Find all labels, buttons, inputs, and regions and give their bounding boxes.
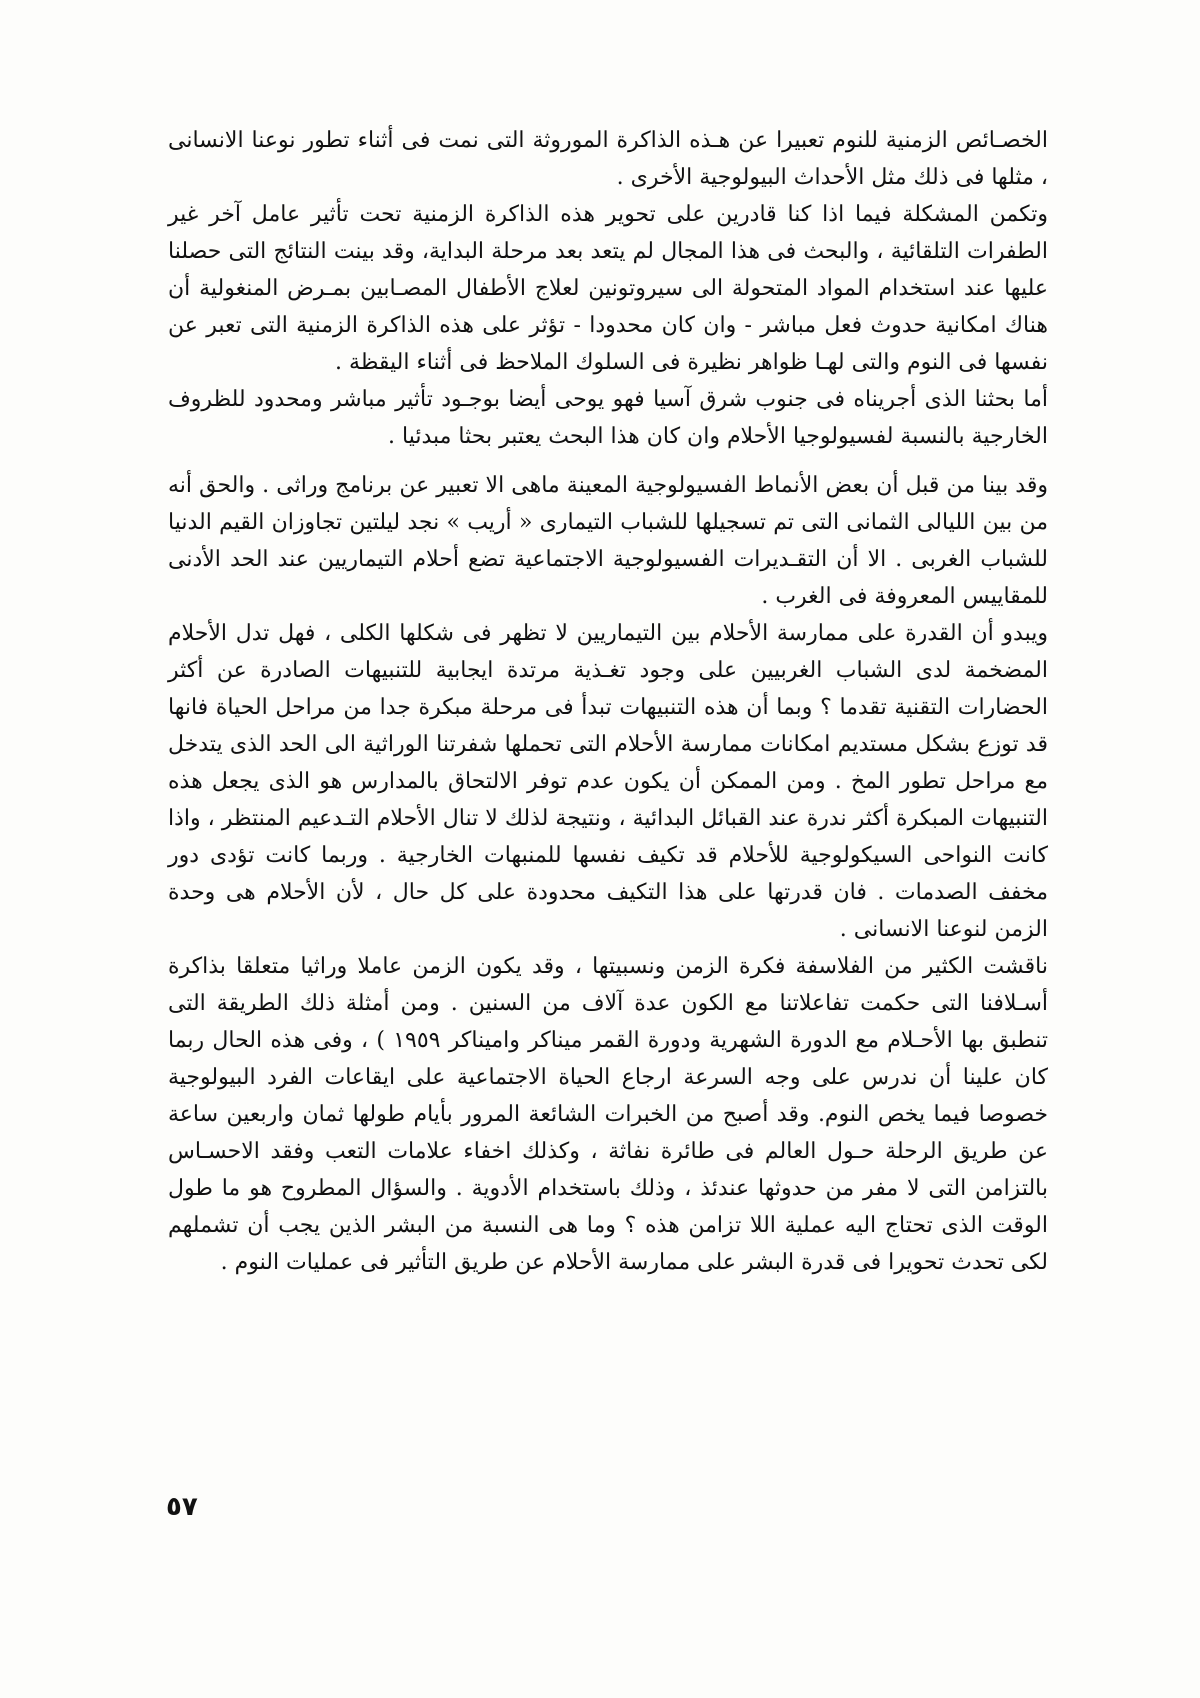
paragraph-5: ويبدو أن القدرة على ممارسة الأحلام بين التيماريين لا تظهر فى شكلها الكلى ، فهل تدل الأحلام المضخمة لدى الشباب الغربيين على وجود تغـذية مرتدة ايجابية للتنبيهات الصادرة عن أكثر الحضارات التقنية تقدما ؟ وبما أن هذه التنبيهات تبدأ فى مرحلة مبكرة جدا من مراحل الحياة فانها قد توزع بشكل مستديم امكانات ممارسة الأحلام التى تحملها شفرتنا الوراثية الى الحد الذى يتدخل مع مراحل تطور المخ . ومن الممكن أن يكون عدم توفر الالتحاق بالمدارس هو الذى يجعل هذه التنبيهات المبكرة أكثر ندرة عند القبائل البدائية ، ونتيجة لذلك لا تنال الأحلام التـدعيم المنتظر ، واذا كانت النواحى السيكولوجية للأحلام قد تكيف نفسها للمنبهات الخارجية . وربما كانت تؤدى دور مخفف الصدمات . فان قدرتها على هذا التكيف محدودة على كل حال ، لأن الأحلام هى وحدة الزمن لنوعنا الانسانى . (168, 621, 1048, 942)
paragraph-4: وقد بينا من قبل أن بعض الأنماط الفسيولوجية المعينة ماهى الا تعبير عن برنامج وراثى . والحق أنه من بين الليالى الثمانى التى تم تسجيلها للشباب التيمارى « أريب » نجد ليلتين تجاوزان القيم الدنيا للشباب الغربى . الا أن التقـديرات الفسيولوجية الاجتماعية تضع أحلام التيماريين عند الحد الأدنى للمقاييس المعروفة فى الغرب . (168, 473, 1048, 609)
paragraph-2: وتكمن المشكلة فيما اذا كنا قادرين على تحوير هذه الذاكرة الزمنية تحت تأثير عامل آخر غير الطفرات التلقائية ، والبحث فى هذا المجال لم يتعد بعد مرحلة البداية، وقد بينت النتائج التى حصلنا عليها عند استخدام المواد المتحولة الى سيروتونين لعلاج الأطفال المصـابين بمـرض المنغولية أن هناك امكانية حدوث فعل مباشر - وان كان محدودا - تؤثر على هذه الذاكرة الزمنية التى تعبر عن نفسها فى النوم والتى لهـا ظواهر نظيرة فى السلوك الملاحظ فى أثناء اليقظة . (168, 202, 1048, 375)
paragraph-6: ناقشت الكثير من الفلاسفة فكرة الزمن ونسبيتها ، وقد يكون الزمن عاملا وراثيا متعلقا بذاكرة أسـلافنا التى حكمت تفاعلاتنا مع الكون عدة آلاف من السنين . ومن أمثلة ذلك الطريقة التى تنطبق بها الأحـلام مع الدورة الشهرية ودورة القمر ميناكر واميناكر ١٩٥٩ ) ، وفى هذه الحال ربما كان علينا أن ندرس على وجه السرعة ارجاع الحياة الاجتماعية على ايقاعات الفرد البيولوجية خصوصا فيما يخص النوم. وقد أصبح من الخبرات الشائعة المرور بأيام طولها ثمان واربعين ساعة عن طريق الرحلة حـول العالم فى طائرة نفاثة ، وكذلك اخفاء علامات التعب وفقد الاحسـاس بالتزامن التى لا مفر من حدوثها عندئذ ، وذلك باستخدام الأدوية . والسؤال المطروح هو ما طول الوقت الذى تحتاج اليه عملية اللا تزامن هذه ؟ وما هى النسبة من البشر الذين يجب أن تشملهم لكى تحدث تحويرا فى قدرة البشر على ممارسة الأحلام عن طريق التأثير فى عمليات النوم . (168, 954, 1048, 1275)
body-text (168, 122, 1048, 1281)
paragraph-1: الخصـائص الزمنية للنوم تعبيرا عن هـذه الذاكرة الموروثة التى نمت فى أثناء تطور نوعنا الانسانى ، مثلها فى ذلك مثل الأحداث البيولوجية الأخرى . (168, 128, 1048, 190)
page-number: ٥٧ (166, 1492, 198, 1522)
paragraph-3: أما بحثنا الذى أجريناه فى جنوب شرق آسيا فهو يوحى أيضا بوجـود تأثير مباشر ومحدود للظروف الخارجية بالنسبة لفسيولوجيا الأحلام وان كان هذا البحث يعتبر بحثا مبدئيا . (168, 387, 1049, 449)
